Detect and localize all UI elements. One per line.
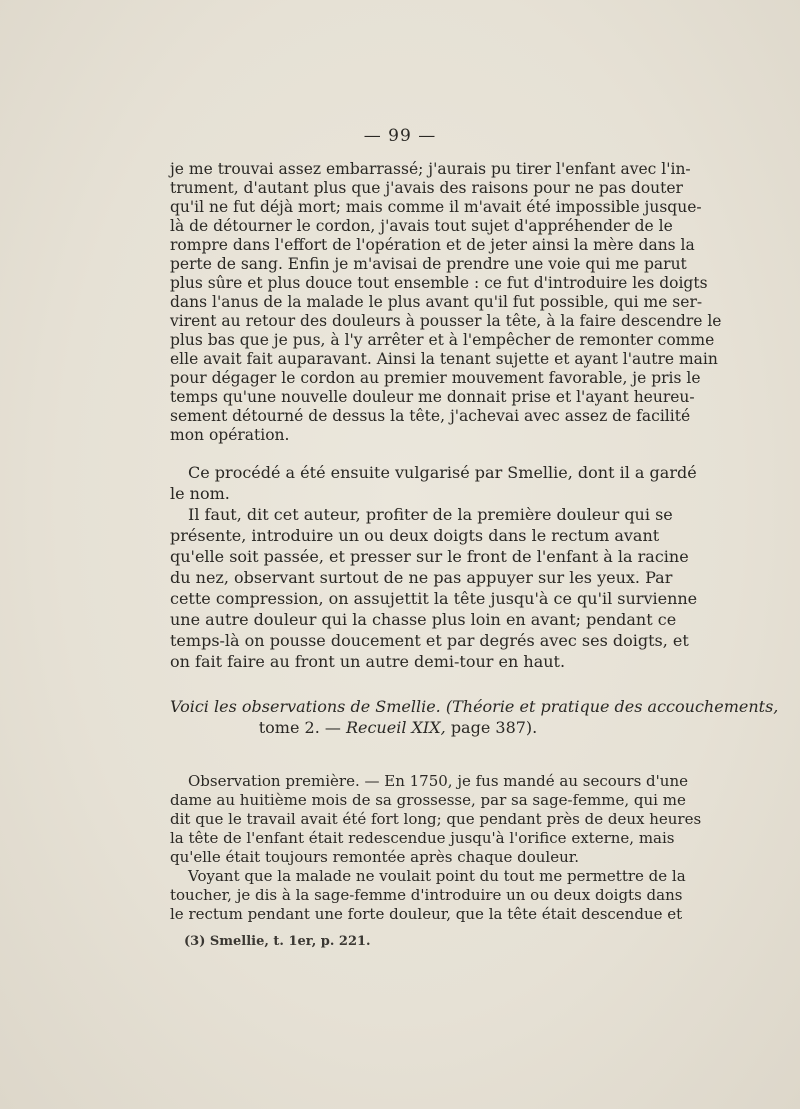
text-line: cette compression, on assujettit la tête jusqu'à ce qu'il survienne (170, 589, 698, 608)
text-line: dit que le travail avait été fort long; que pendant près de deux heures (170, 810, 702, 828)
heading-part: page 387). (450, 718, 538, 737)
text-line: présente, introduire un ou deux doigts dans le rectum avant (170, 526, 660, 545)
text-line: trument, d'autant plus que j'avais des raisons pour ne pas douter (170, 179, 683, 197)
text-line: toucher, je dis à la sage-femme d'introduire un ou deux doigts dans (170, 886, 683, 904)
text-line: qu'elle était toujours remontée après chaque douleur. (170, 848, 580, 866)
text-line: pour dégager le cordon au premier mouvement favorable, je pris le (170, 369, 701, 387)
text-line: le nom. (170, 484, 230, 503)
heading-part: tome 2. — (258, 718, 341, 737)
text-line: Il faut, dit cet auteur, profiter de la première douleur qui se (188, 505, 673, 524)
text-line: la tête de l'enfant était redescendue jusqu'à l'orifice externe, mais (170, 829, 675, 847)
text-line: le rectum pendant une forte douleur, que la tête était descendue et (170, 905, 683, 923)
text-line: sement détourné de dessus la tête, j'achevai avec assez de facilité (170, 407, 691, 425)
heading-line-1 (170, 696, 779, 717)
text-line: qu'elle soit passée, et presser sur le front de l'enfant à la racine (170, 547, 689, 566)
paragraph-2-3 (170, 462, 698, 672)
paragraph-4-5 (170, 772, 702, 924)
text-line: je me trouvai assez embarrassé; j'aurais pu tirer l'enfant avec l'in- (170, 160, 691, 178)
heading-part: Voici les observations de Smellie. (170, 697, 441, 716)
text-line: mon opération. (170, 426, 290, 444)
text-line: Ce procédé a été ensuite vulgarisé par Smellie, dont il a gardé (188, 463, 697, 482)
text-line: dans l'anus de la malade le plus avant qu'il fut possible, qui me ser- (170, 293, 703, 311)
text-line: on fait faire au front un autre demi-tour en haut. (170, 652, 566, 671)
section-heading (170, 696, 779, 738)
text-line: une autre douleur qui la chasse plus loin en avant; pendant ce (170, 610, 677, 629)
text-line: elle avait fait auparavant. Ainsi la tenant sujette et ayant l'autre main (170, 350, 718, 368)
heading-part: (Théorie et pratique des accouchements, (445, 697, 779, 716)
heading-line-2 (170, 717, 626, 738)
text-line: du nez, observant surtout de ne pas appuyer sur les yeux. Par (170, 568, 673, 587)
text-line: Observation première. — En 1750, je fus mandé au secours d'une (188, 772, 688, 790)
text-line: qu'il ne fut déjà mort; mais comme il m'avait été impossible jusque- (170, 198, 702, 216)
paragraph-1 (170, 160, 722, 445)
text-line: virent au retour des douleurs à pousser la tête, à la faire descendre le (170, 312, 722, 330)
text-line: plus sûre et plus douce tout ensemble : ce fut d'introduire les doigts (170, 274, 708, 292)
footnote: (3) Smellie, t. 1er, p. 221. (184, 934, 371, 949)
text-line: Voyant que la malade ne voulait point du tout me permettre de la (188, 867, 686, 885)
text-line: rompre dans l'effort de l'opération et de jeter ainsi la mère dans la (170, 236, 695, 254)
text-line: temps-là on pousse doucement et par degrés avec ses doigts, et (170, 631, 689, 650)
text-line: perte de sang. Enfin je m'avisai de prendre une voie qui me parut (170, 255, 687, 273)
text-line: temps qu'une nouvelle douleur me donnait prise et l'ayant heureu- (170, 388, 695, 406)
page-number: — 99 — (363, 126, 437, 146)
text-line: là de détourner le cordon, j'avais tout sujet d'appréhender de le (170, 217, 673, 235)
text-line: dame au huitième mois de sa grossesse, par sa sage-femme, qui me (170, 791, 686, 809)
heading-part: Recueil XIX, (345, 718, 446, 737)
text-line: plus bas que je pus, à l'y arrêter et à l'empêcher de remonter comme (170, 331, 715, 349)
